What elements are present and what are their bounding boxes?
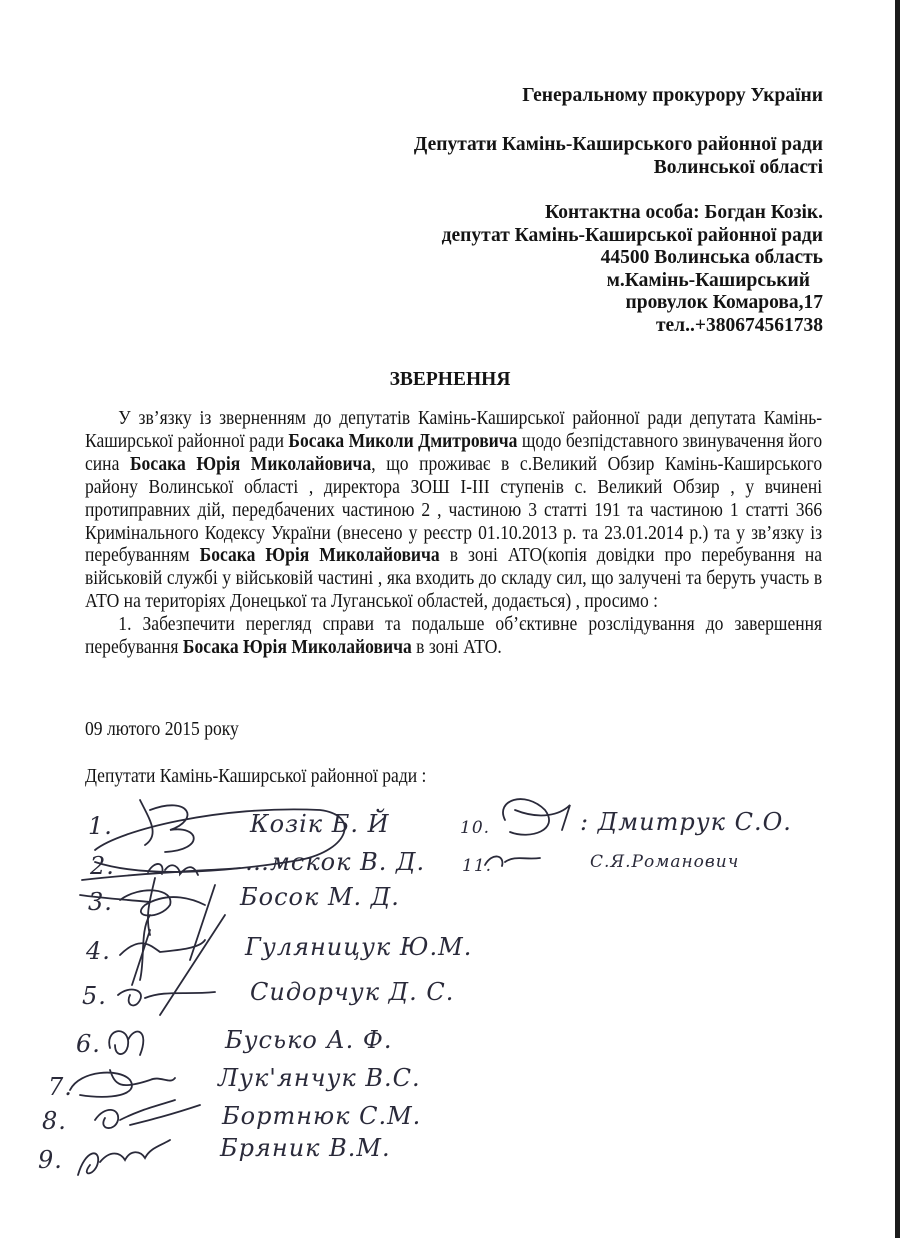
signature-number: 10. — [460, 818, 491, 838]
signature-number: 8. — [42, 1107, 67, 1135]
body-paragraph-2 — [85, 614, 822, 660]
scan-edge-shadow — [895, 0, 900, 1238]
contact-region: 44500 Волинська область — [600, 247, 823, 268]
signature-name: Козік Б. Й — [250, 810, 390, 838]
contact-block — [442, 202, 823, 337]
name-bold: Босака Миколи Дмитровича — [288, 430, 518, 452]
addressee: Генеральному прокурору України — [522, 85, 823, 106]
sender-line-2: Волинської області — [653, 157, 823, 178]
signature-7 — [70, 1070, 175, 1097]
signature-6 — [109, 1031, 143, 1055]
signature-number: 3. — [88, 888, 113, 916]
signature-number: 2. — [90, 852, 115, 880]
signature-name: С.Я.Романович — [590, 852, 740, 872]
signature-number: 5. — [82, 982, 107, 1010]
body-text-segment: 1. Забезпечити перегляд справи та подальше об’єктивне розслідування до завершення перебування — [85, 614, 823, 659]
signature-8 — [95, 1100, 200, 1128]
signature-10 — [503, 799, 570, 835]
body-text-segment: в зоні АТО. — [411, 637, 502, 659]
signature-name: Бусько А. Ф. — [225, 1026, 393, 1054]
signature-name: Гуляницук Ю.М. — [245, 933, 473, 961]
document-body — [85, 408, 822, 660]
signature-number: 11. — [462, 856, 493, 876]
signature-number: 1. — [88, 812, 113, 840]
signature-4 — [120, 915, 225, 1015]
body-text-segment: , що проживає в с.Великий Обзир Камінь-Каширського району Волинської області , директора ЗОШ І-ІІІ ступенів с. Великий Обзир , у вчинені протиправних дій, передбачених частиною 2 , частиною 3 статті 191 та частиною 1 статті 366 Кримінального Кодексу України (внесено у реєстр 01.10.2013 р. та 23.01.2014 р.) та у зв’язку із перебуванням — [85, 453, 823, 567]
signature-name: Бряник В.М. — [220, 1134, 391, 1162]
signature-number: 9. — [38, 1146, 63, 1174]
signature-name: …мскок В. Д. — [245, 848, 426, 876]
name-bold: Босака Юрія Миколайовича — [182, 637, 412, 659]
signature-11 — [485, 856, 540, 866]
contact-city: м.Камінь-Каширський — [606, 269, 810, 291]
contact-phone: тел..+380674561738 — [655, 314, 823, 336]
body-text-segment: в зоні АТО(копія довідки про перебування на військовій службі у військовій частині , яка входить до складу сил, що залучені та беруть участь в АТО на територіях Донецької та Луганської областей, додається) , просимо : — [85, 545, 823, 613]
signature-name: Босок М. Д. — [240, 883, 400, 911]
name-bold: Босака Юрія Миколайовича — [129, 453, 372, 475]
document-title: ЗВЕРНЕННЯ — [389, 369, 511, 390]
body-text-segment: У зв’язку із зверненням до депутатів Камінь-Каширської районної ради депутата Камінь-Каширської районної ради — [85, 408, 823, 452]
document-date: 09 лютого 2015 року — [85, 719, 239, 740]
contact-position: депутат Камінь-Каширської районної ради — [441, 224, 823, 246]
body-paragraph-1 — [85, 408, 822, 614]
contact-person: Контактна особа: Богдан Козік. — [545, 202, 823, 223]
sender-line-1: Депутати Камінь-Каширського районної ради — [413, 134, 823, 155]
signatures-label: Депутати Камінь-Каширської районної ради : — [85, 766, 427, 787]
name-bold: Босака Юрія Миколайовича — [199, 545, 440, 567]
signature-5 — [118, 990, 215, 1006]
body-text-segment: щодо безпідставного звинувачення його сина — [85, 430, 823, 475]
signature-name: Сидорчук Д. С. — [250, 978, 455, 1006]
signature-number: 4. — [86, 937, 111, 965]
signature-number: 7. — [48, 1073, 73, 1101]
signature-name: Бортнюк С.М. — [222, 1102, 422, 1130]
signature-9 — [78, 1140, 170, 1175]
signature-name: : Дмитрук С.О. — [580, 808, 792, 836]
signature-name: Лук'янчук В.С. — [218, 1064, 421, 1092]
signature-number: 6. — [76, 1030, 101, 1058]
contact-street: провулок Комарова,17 — [625, 292, 823, 313]
